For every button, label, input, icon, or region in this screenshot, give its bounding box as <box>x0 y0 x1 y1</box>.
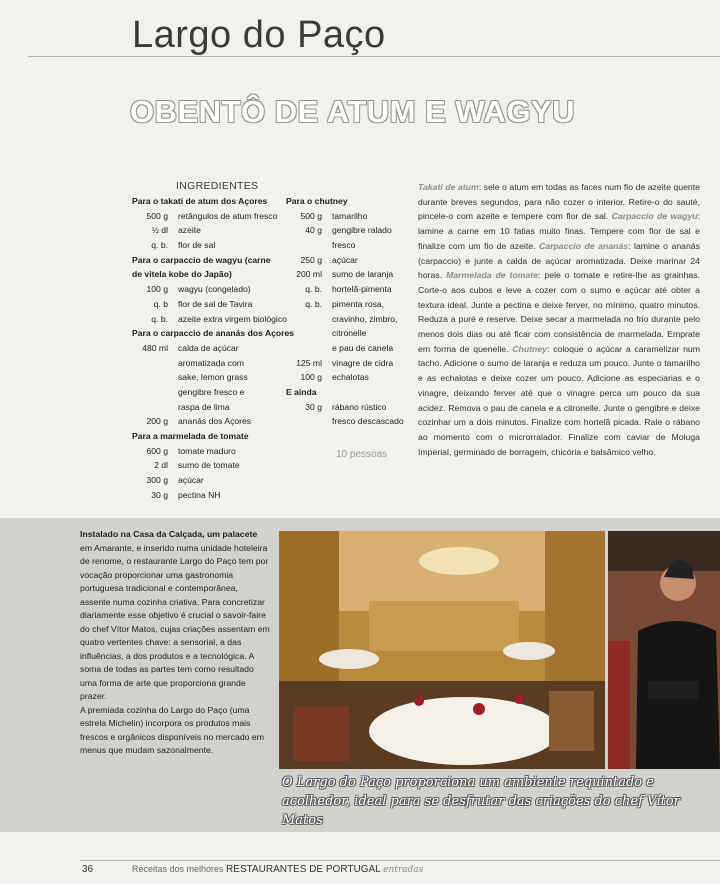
ingredient-name: sumo de laranja <box>332 269 394 280</box>
intro-lead: Instalado na Casa da Calçada, um palacete <box>80 529 258 539</box>
ingredient-name: rábano rústico <box>332 401 387 412</box>
ingredient-row <box>130 358 296 373</box>
intro-text <box>80 528 270 758</box>
ingredient-row <box>284 372 406 387</box>
ingredient-name: gengibre fresco e <box>178 386 245 397</box>
ingredients-column-right <box>284 196 406 431</box>
prep-step-text: : sele o atum em todas as faces num fio de azeite quente durante breves segundos, para não cozer o interior. Retire-o do sauté, pincele-o com azeite e tempere com flor de sal. <box>418 182 700 222</box>
ingredient-qty: 100 g <box>146 284 168 295</box>
ingredient-row <box>130 343 296 358</box>
ingredient-row <box>130 225 296 240</box>
ingredient-section: Para a marmelada de tomate <box>132 431 249 441</box>
ingredient-name: calda de açúcar <box>178 342 239 353</box>
ingredient-name: tomate maduro <box>178 445 236 456</box>
ingredient-row <box>284 211 406 226</box>
header-rule <box>28 56 720 57</box>
ingredient-name: retângulos de atum fresco <box>178 210 278 221</box>
prep-step-title: Marmelada de tomate <box>446 270 539 281</box>
prep-step-title: Carpaccio de ananás <box>539 240 629 251</box>
servings: 10 pessoas <box>336 449 388 460</box>
running-footer-c: entradas <box>383 865 424 875</box>
ingredient-qty <box>130 387 176 402</box>
prep-step-text: : lamine o ananás (carpaccio) e junte a calda de açúcar aromatizada. Deixe marinar 24 horas. <box>418 240 700 281</box>
ingredient-name: echalotas <box>332 372 369 383</box>
page-number: 36 <box>82 864 94 875</box>
ingredient-row <box>284 402 406 417</box>
ingredient-row <box>284 358 406 373</box>
running-footer-a: Receitas dos melhores <box>132 864 227 874</box>
ingredient-row <box>130 475 296 490</box>
ingredient-name: cravinho, zimbro, <box>332 313 398 324</box>
ingredient-section: Para o carpaccio de ananás dos Açores <box>132 328 295 339</box>
ingredient-qty: 100 g <box>300 372 322 383</box>
prep-step-title: Chutney <box>512 343 548 354</box>
ingredient-name: fresco descascado <box>332 416 404 427</box>
ingredient-name: açúcar <box>332 254 358 265</box>
ingredient-name: sake, lemon grass <box>178 372 248 383</box>
ingredient-row <box>130 431 296 446</box>
ingredient-name: flor de sal <box>178 240 216 251</box>
ingredient-qty <box>284 240 330 255</box>
ingredient-row <box>284 240 406 255</box>
ingredient-section: de vitela kobe do Japão) <box>132 269 232 280</box>
ingredient-row <box>130 240 296 255</box>
ingredient-row <box>130 269 296 284</box>
prep-step-text: : lamine a carne em 10 fatias muito finas. Tempere com flor de sal e finalize com um fio de azeite. <box>418 211 701 251</box>
ingredient-row <box>130 196 296 211</box>
prep-step-title: Carpaccio de wagyu <box>611 211 698 222</box>
ingredient-qty: q. b. <box>305 284 322 295</box>
ingredient-row <box>284 225 406 240</box>
recipe-title: OBENTÔ DE ATUM E WAGYU <box>130 94 575 129</box>
ingredient-name: ananás dos Açores <box>178 416 252 427</box>
running-footer-b: RESTAURANTES DE PORTUGAL <box>226 864 381 875</box>
ingredient-row <box>130 372 296 387</box>
ingredient-qty: 2 dl <box>154 460 168 471</box>
ingredient-section: E ainda <box>286 386 317 397</box>
running-footer <box>132 864 423 875</box>
ingredient-row <box>284 284 406 299</box>
footer-rule <box>80 860 720 861</box>
ingredient-row <box>130 446 296 461</box>
ingredient-name: gengibre ralado <box>332 225 392 236</box>
ingredient-row <box>284 196 406 211</box>
prep-step-text: : pele o tomate e retire-lhe as grainhas. Corte-o aos cubos e leve a cozer com o sumo e açúcar até obter a textura ideal. Junte a pectina e deixe ferver, no mínimo, quatro minutos. Reduza a puré e reserve. Deixe secar a marmelada no frio durante pelo menos dois dias ou até ficar com consistência de marmelada. Emprate em forma de quenelle. <box>418 270 701 354</box>
ingredient-qty: 125 ml <box>296 357 322 368</box>
ingredient-qty: q. b <box>153 298 168 309</box>
ingredient-qty <box>130 372 176 387</box>
ingredient-section: Para o chutney <box>286 196 348 206</box>
ingredient-qty: ½ dl <box>151 225 168 236</box>
ingredient-name: pimenta rosa, <box>332 298 385 309</box>
ingredient-row <box>130 328 296 343</box>
ingredient-qty <box>284 314 330 329</box>
ingredient-qty: q. b. <box>305 298 322 309</box>
ingredient-qty: 500 g <box>300 210 322 221</box>
ingredient-row <box>130 299 296 314</box>
ingredient-qty: 500 g <box>146 210 168 221</box>
prep-step-text: : coloque o açúcar a caramelizar num tacho. Adicione o sumo de laranja e reduza um pouco. Junte o tamarilho e as echalotas e deixe cozer um pouco. Adicione as especiarias e o vinagre, deixando ferver até que o vinagre perca um pouco da sua acidez. Remova o pau de canela e a citronelle. Junte o gengibre e deixe cozinhar um a dois minutos. Finalize com hortelã picada. Rale o rábano ao momento com o microrralador. Finalize com caviar de Moluga Imperial, germinado de borragem, chicória e balsâmico velho. <box>418 343 700 457</box>
ingredient-name: vinagre de cidra <box>332 357 394 368</box>
dining-room-photo <box>279 531 605 769</box>
ingredient-qty <box>284 328 330 343</box>
ingredient-qty: 30 g <box>305 401 322 412</box>
ingredient-row <box>284 387 406 402</box>
ingredient-qty <box>130 358 176 373</box>
ingredient-name: azeite extra virgem biológico <box>178 313 287 324</box>
ingredient-qty: 250 g <box>300 254 322 265</box>
ingredient-row <box>130 387 296 402</box>
ingredient-qty: 200 g <box>146 416 168 427</box>
ingredient-name: hortelã-pimenta <box>332 284 392 295</box>
ingredient-name: fresco <box>332 240 356 251</box>
ingredient-qty: 600 g <box>146 445 168 456</box>
ingredient-qty: q. b. <box>151 240 168 251</box>
restaurant-name: Largo do Paço <box>132 14 386 56</box>
ingredient-section: Para o takati de atum dos Açores <box>132 196 268 206</box>
ingredient-qty: 30 g <box>151 489 168 500</box>
ingredient-row <box>284 314 406 329</box>
prep-step-title: Takati de atum <box>418 182 479 192</box>
ingredient-row <box>130 255 296 270</box>
chef-photo <box>608 531 720 769</box>
ingredient-row <box>284 328 406 343</box>
ingredient-qty: 480 ml <box>142 342 168 353</box>
ingredient-name: pectina NH <box>178 489 221 500</box>
preparation-text <box>418 180 700 459</box>
ingredient-row <box>130 314 296 329</box>
ingredients-heading: INGREDIENTES <box>176 180 259 192</box>
ingredient-row <box>284 299 406 314</box>
ingredients-column-left <box>130 196 296 504</box>
ingredient-row <box>284 343 406 358</box>
ingredient-row <box>130 416 296 431</box>
ingredient-name: e pau de canela <box>332 342 394 353</box>
ingredient-name: aromatizada com <box>178 357 244 368</box>
ingredient-name: açúcar <box>178 475 204 486</box>
ingredient-row <box>284 269 406 284</box>
ingredient-qty <box>130 402 176 417</box>
intro-body: em Amarante, e inserido numa unidade hoteleira de renome, o restaurante Largo do Paço tem por vocação proporcionar uma gastronomia portuguesa tradicional e contemporânea, assente numa cozinha criativa. Para concretizar diariamente esse objetivo é crucial o savoir-faire do chef Vítor Matos, cujas criações assentam em quatro vertentes chave: a sensorial, a das influências, a dos produtos e a tecnológica. A soma de todas as partes tem como resultado uma forma de arte que proporciona grande prazer. <box>80 542 270 701</box>
ingredient-name: raspa de lima <box>178 401 230 412</box>
intro-body-2: A premiada cozinha do Largo do Paço (uma estrela Michelin) incorpora os produtos mais frescos e orgânicos disponíveis no mercado em menus que mudam sazonalmente. <box>80 704 264 755</box>
ingredient-row <box>130 402 296 417</box>
ingredient-qty: q. b. <box>151 313 168 324</box>
ingredient-name: flor de sal de Tavira <box>178 298 253 309</box>
ingredient-name: sumo de tomate <box>178 460 240 471</box>
ingredient-row <box>130 284 296 299</box>
ingredient-qty <box>284 343 330 358</box>
ingredient-row <box>284 255 406 270</box>
ingredient-section: Para o carpaccio de wagyu (carne <box>132 254 271 265</box>
ingredient-row <box>130 460 296 475</box>
ingredient-row <box>130 211 296 226</box>
ingredient-qty: 300 g <box>146 475 168 486</box>
ingredient-row <box>284 416 406 431</box>
ingredient-qty: 40 g <box>305 225 322 236</box>
ingredient-name: citronelle <box>332 328 367 339</box>
ingredient-name: tamarilho <box>332 210 368 221</box>
ingredient-qty: 200 ml <box>296 269 322 280</box>
ingredient-row <box>130 490 296 505</box>
ingredient-name: azeite <box>178 225 201 236</box>
ingredient-name: wagyu (congelado) <box>178 284 251 295</box>
photo-caption: O Largo do Paço proporciona um ambiente requintado e acolhedor, ideal para se desfrutar das criações do chef Vítor Matos <box>282 775 680 828</box>
ingredient-qty <box>284 416 330 431</box>
